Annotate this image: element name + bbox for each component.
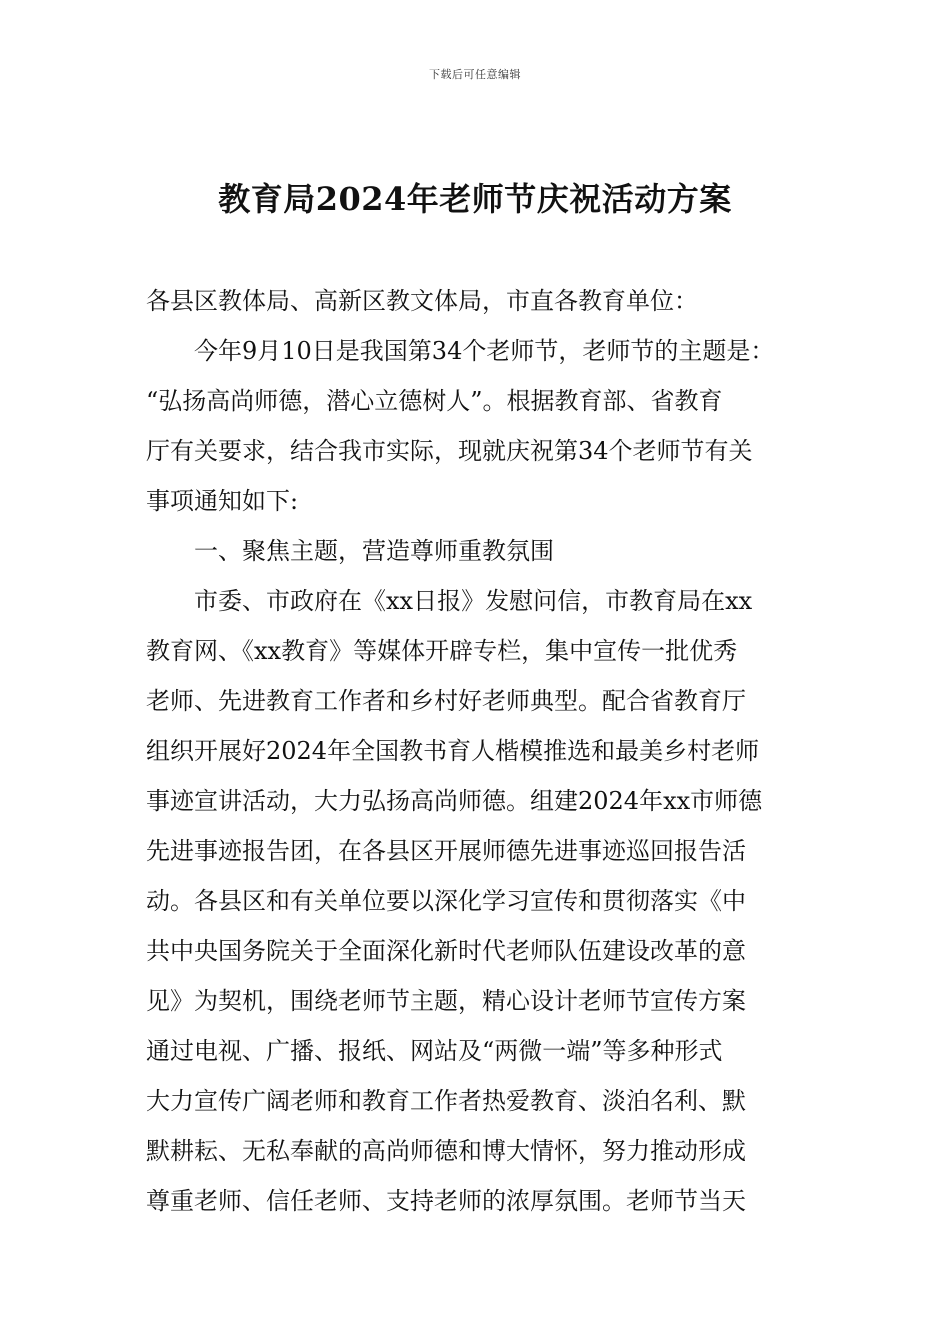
paragraph-line: 组织开展好2024年全国教书育人楷模推选和最美乡村老师 [146,737,760,765]
paragraph-line: 默耕耘、无私奉献的高尚师德和博大情怀，努力推动形成 [146,1137,746,1165]
paragraph-line: 动。各县区和有关单位要以深化学习宣传和贯彻落实《中 [146,887,746,915]
paragraph-line: 共中央国务院关于全面深化新时代老师队伍建设改革的意 [146,937,746,965]
paragraph-line: 事项通知如下: [146,487,299,515]
section-heading: 一、聚焦主题，营造尊师重教氛围 [194,537,554,565]
paragraph-line: 老师、先进教育工作者和乡村好老师典型。配合省教育厅 [146,687,746,715]
paragraph-line: 尊重老师、信任老师、支持老师的浓厚氛围。老师节当天 [146,1187,746,1215]
paragraph-line: 通过电视、广播、报纸、网站及“两微一端”等多种形式 [146,1037,723,1065]
header-note: 下载后可任意编辑 [429,68,521,81]
paragraph-line: 大力宣传广阔老师和教育工作者热爱教育、淡泊名利、默 [146,1087,746,1115]
paragraph-line: 厅有关要求，结合我市实际，现就庆祝第34个老师节有关 [146,437,753,465]
paragraph-line: 事迹宣讲活动，大力弘扬高尚师德。组建2024年xx市师德 [146,787,763,815]
paragraph-line: “弘扬高尚师德，潜心立德树人”。根据教育部、省教育 [146,387,723,415]
document-body [146,276,810,1226]
paragraph-line: 先进事迹报告团，在各县区开展师德先进事迹巡回报告活 [146,837,746,865]
salutation-line: 各县区教体局、高新区教文体局，市直各教育单位： [146,287,698,315]
paragraph-line: 市委、市政府在《xx日报》发慰问信，市教育局在xx [194,587,753,615]
paragraph-line: 今年9月10日是我国第34个老师节，老师节的主题是： [194,337,775,365]
document-title: 教育局2024年老师节庆祝活动方案 [218,180,732,218]
paragraph-line: 见》为契机，围绕老师节主题，精心设计老师节宣传方案 [146,987,746,1015]
paragraph-line: 教育网、《xx教育》等媒体开辟专栏，集中宣传一批优秀 [146,637,738,665]
